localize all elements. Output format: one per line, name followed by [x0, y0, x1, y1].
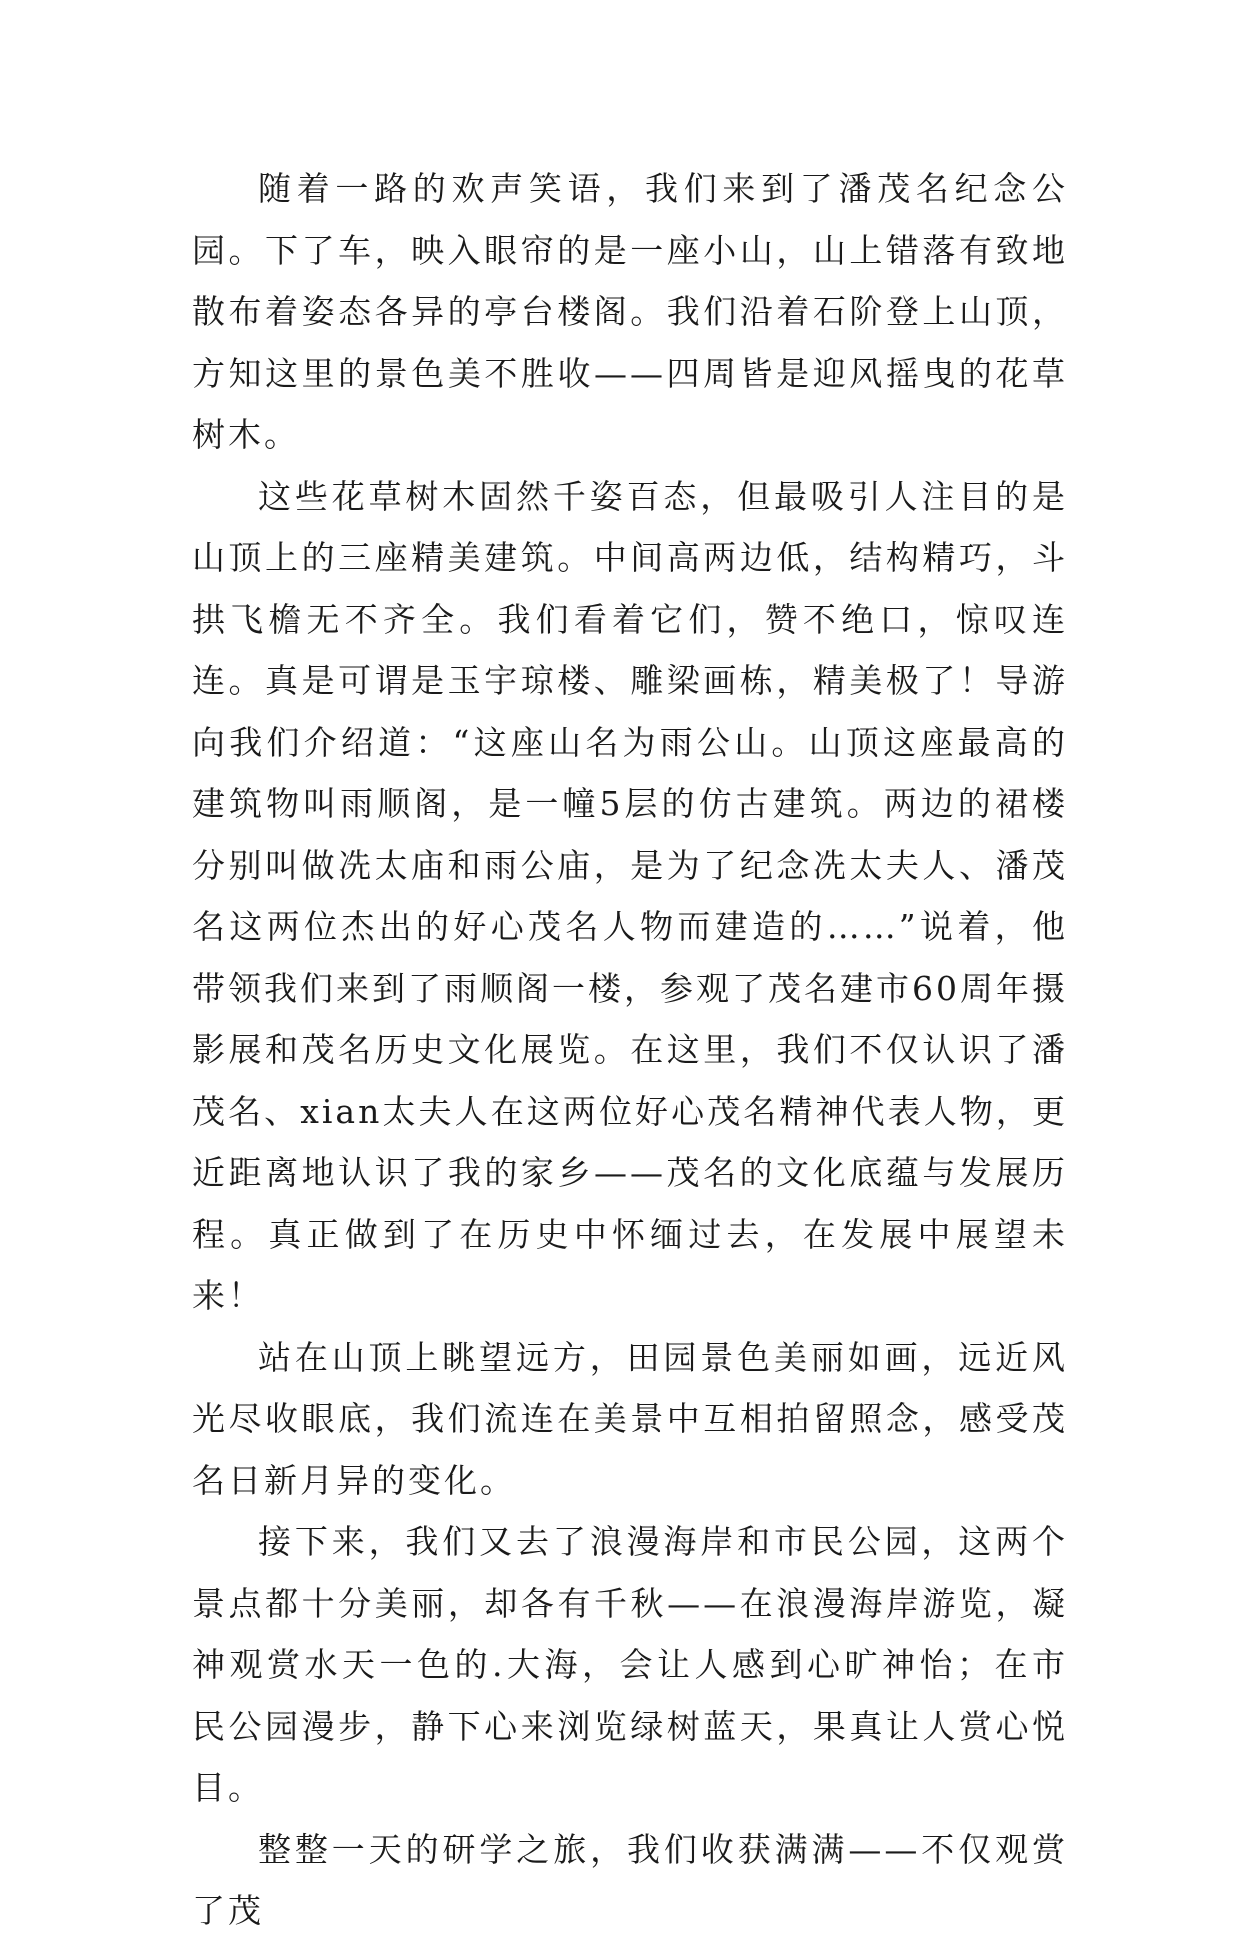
paragraph-2: 这些花草树木固然千姿百态，但最吸引人注目的是山顶上的三座精美建筑。中间高两边低，结构精巧，斗拱飞檐无不齐全。我们看着它们，赞不绝口，惊叹连连。真是可谓是玉宇琼楼、雕梁画栋，精美极了！导游向我们介绍道：“这座山名为雨公山。山顶这座最高的建筑物叫雨顺阁，是一幢5层的仿古建筑。两边的裙楼分别叫做冼太庙和雨公庙，是为了纪念冼太夫人、潘茂名这两位杰出的好心茂名人物而建造的……”说着，他带领我们来到了雨顺阁一楼，参观了茂名建市60周年摄影展和茂名历史文化展览。在这里，我们不仅认识了潘茂名、xian太夫人在这两位好心茂名精神代表人物，更近距离地认识了我的家乡——茂名的文化底蕴与发展历程。真正做到了在历史中怀缅过去，在发展中展望未来！ — [192, 476, 1068, 1315]
paragraph-3: 站在山顶上眺望远方，田园景色美丽如画，远近风光尽收眼底，我们流连在美景中互相拍留照念，感受茂名日新月异的变化。 — [192, 1337, 1068, 1500]
document-body — [192, 158, 1068, 1942]
paragraph-1: 随着一路的欢声笑语，我们来到了潘茂名纪念公园。下了车，映入眼帘的是一座小山，山上错落有致地散布着姿态各异的亭台楼阁。我们沿着石阶登上山顶，方知这里的景色美不胜收——四周皆是迎风摇曳的花草树木。 — [192, 169, 1068, 454]
paragraph-5: 整整一天的研学之旅，我们收获满满——不仅观赏了茂 — [192, 1829, 1068, 1930]
paragraph-4: 接下来，我们又去了浪漫海岸和市民公园，这两个景点都十分美丽，却各有千秋——在浪漫海岸游览，凝神观赏水天一色的.大海，会让人感到心旷神怡；在市民公园漫步，静下心来浏览绿树蓝天，果真让人赏心悦目。 — [192, 1522, 1068, 1807]
